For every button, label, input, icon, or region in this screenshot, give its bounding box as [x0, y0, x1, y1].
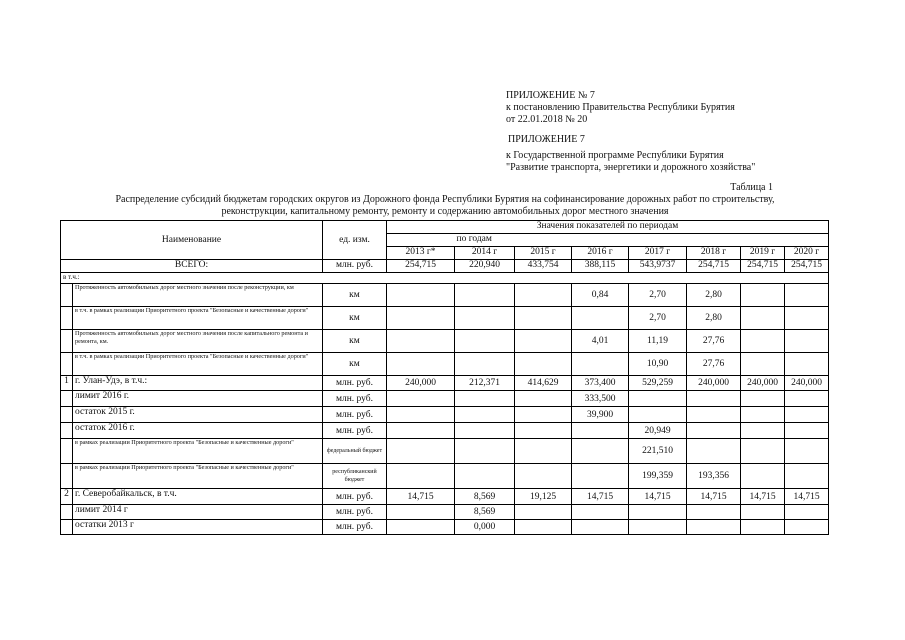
- row-value: 4,01: [572, 330, 629, 353]
- row-unit: млн. руб.: [323, 423, 387, 439]
- row-value: 2,80: [687, 307, 741, 330]
- row-value: 212,371: [455, 376, 515, 391]
- row-value: [455, 307, 515, 330]
- row-value: [785, 505, 829, 520]
- year-header: 2019 г: [741, 247, 785, 260]
- row-value: [741, 391, 785, 407]
- row-unit: республиканский бюджет: [323, 464, 387, 489]
- table-row: [61, 520, 829, 535]
- row-value: 221,510: [629, 439, 687, 464]
- table-row: [61, 307, 829, 330]
- table-row: [61, 353, 829, 376]
- row-value: [785, 307, 829, 330]
- row-value: 10,90: [629, 353, 687, 376]
- col-header-years: по годам: [455, 234, 829, 247]
- row-unit: федеральный бюджет: [323, 439, 387, 464]
- row-value: 529,259: [629, 376, 687, 391]
- row-value: 220,940: [455, 260, 515, 273]
- row-value: [387, 520, 455, 535]
- row-value: [629, 391, 687, 407]
- appendix-line: к постановлению Правительства Республики Бурятия: [506, 102, 735, 113]
- row-value: 11,19: [629, 330, 687, 353]
- table-row: [61, 505, 829, 520]
- row-unit: млн. руб.: [323, 391, 387, 407]
- row-value: [515, 284, 572, 307]
- row-value: 14,715: [741, 489, 785, 505]
- row-value: 19,125: [515, 489, 572, 505]
- row-value: 240,000: [687, 376, 741, 391]
- row-value: [741, 464, 785, 489]
- row-name: Протяженность автомобильных дорог местного значения после капитального ремонта и ремонта, км.: [73, 330, 323, 353]
- row-value: [741, 423, 785, 439]
- table-row: [61, 407, 829, 423]
- row-value: 240,000: [785, 376, 829, 391]
- row-value: [515, 520, 572, 535]
- row-value: [741, 330, 785, 353]
- row-value: [515, 307, 572, 330]
- row-value: 2,80: [687, 284, 741, 307]
- row-value: [785, 330, 829, 353]
- col-header-values: Значения показателей по периодам: [387, 221, 829, 234]
- row-name: остатки 2013 г: [73, 520, 323, 535]
- table-row: [61, 464, 829, 489]
- row-value: [515, 353, 572, 376]
- row-unit: млн. руб.: [323, 260, 387, 273]
- table-row: [61, 489, 829, 505]
- row-value: [387, 439, 455, 464]
- col-header-unit: ед. изм.: [323, 221, 387, 260]
- row-value: 373,400: [572, 376, 629, 391]
- title-line: реконструкции, капитальному ремонту, ремонту и содержанию автомобильных дорог местного значения: [221, 206, 669, 217]
- appendix-line: "Развитие транспорта, энергетики и дорожного хозяйства": [506, 162, 756, 173]
- row-value: 254,715: [785, 260, 829, 273]
- row-value: [515, 423, 572, 439]
- row-value: [387, 505, 455, 520]
- year-header: 2020 г: [785, 247, 829, 260]
- row-value: 0,84: [572, 284, 629, 307]
- row-unit: км: [323, 330, 387, 353]
- table-row: [61, 376, 829, 391]
- row-value: [455, 439, 515, 464]
- row-value: 0,000: [455, 520, 515, 535]
- row-name: в рамках реализации Приоритетного проекта "Безопасные и качественные дороги": [73, 464, 323, 489]
- row-value: [741, 284, 785, 307]
- row-unit: млн. руб.: [323, 505, 387, 520]
- row-value: [455, 330, 515, 353]
- table-row: [61, 284, 829, 307]
- row-value: 14,715: [572, 489, 629, 505]
- row-value: [572, 520, 629, 535]
- row-name: ВСЕГО:: [61, 260, 323, 273]
- row-unit: км: [323, 307, 387, 330]
- appendix-block-2: [508, 134, 585, 146]
- row-unit: млн. руб.: [323, 407, 387, 423]
- row-value: 20,949: [629, 423, 687, 439]
- row-name: г. Северобайкальск, в т.ч.: [73, 489, 323, 505]
- row-name: Протяженность автомобильных дорог местного значения после реконструкции, км: [73, 284, 323, 307]
- row-value: [785, 423, 829, 439]
- year-header: 2014 г: [455, 247, 515, 260]
- budget-table: [60, 220, 829, 535]
- col-header-name: Наименование: [61, 221, 323, 260]
- row-value: [741, 439, 785, 464]
- row-value: [387, 464, 455, 489]
- row-value: [785, 353, 829, 376]
- table-row: [61, 423, 829, 439]
- row-value: [741, 407, 785, 423]
- row-name: лимит 2016 г.: [73, 391, 323, 407]
- row-number: 2: [61, 489, 73, 505]
- row-value: 14,715: [785, 489, 829, 505]
- appendix-title: ПРИЛОЖЕНИЕ № 7: [506, 90, 595, 101]
- row-value: 14,715: [687, 489, 741, 505]
- row-value: [785, 284, 829, 307]
- row-value: 2,70: [629, 284, 687, 307]
- row-value: [387, 423, 455, 439]
- row-value: [572, 307, 629, 330]
- row-value: [455, 353, 515, 376]
- table-row: [61, 330, 829, 353]
- row-value: [741, 505, 785, 520]
- row-value: [629, 407, 687, 423]
- row-value: 193,356: [687, 464, 741, 489]
- row-value: 14,715: [387, 489, 455, 505]
- row-value: 8,569: [455, 505, 515, 520]
- row-value: 27,76: [687, 330, 741, 353]
- title-line: Распределение субсидий бюджетам городских округов из Дорожного фонда Республики Бурятия на софинансирование дорожных работ по строительству,: [115, 194, 775, 205]
- row-value: [572, 439, 629, 464]
- row-value: [387, 307, 455, 330]
- row-value: 254,715: [387, 260, 455, 273]
- row-value: [515, 439, 572, 464]
- row-name: в рамках реализации Приоритетного проекта "Безопасные и качественные дороги": [73, 439, 323, 464]
- row-value: 39,900: [572, 407, 629, 423]
- incl-label: в т.ч.:: [61, 273, 829, 284]
- row-value: [387, 284, 455, 307]
- table-number: Таблица 1: [730, 182, 773, 193]
- row-value: [387, 407, 455, 423]
- appendix-title: ПРИЛОЖЕНИЕ 7: [508, 134, 585, 145]
- row-value: 388,115: [572, 260, 629, 273]
- row-value: [629, 520, 687, 535]
- row-value: 333,500: [572, 391, 629, 407]
- row-value: 543,9737: [629, 260, 687, 273]
- table-row: [61, 391, 829, 407]
- year-header: 2016 г: [572, 247, 629, 260]
- year-header: 2018 г: [687, 247, 741, 260]
- row-value: [687, 439, 741, 464]
- row-value: [741, 353, 785, 376]
- row-name: г. Улан-Удэ, в т.ч.:: [73, 376, 323, 391]
- appendix-block-2-text: [506, 150, 755, 174]
- row-value: 14,715: [629, 489, 687, 505]
- row-value: [515, 330, 572, 353]
- row-value: [785, 407, 829, 423]
- row-value: 254,715: [741, 260, 785, 273]
- row-unit: млн. руб.: [323, 489, 387, 505]
- table-row: [61, 260, 829, 273]
- row-value: 414,629: [515, 376, 572, 391]
- row-name: остаток 2015 г.: [73, 407, 323, 423]
- row-value: [387, 391, 455, 407]
- year-header: 2013 г*: [387, 247, 455, 260]
- row-value: [687, 423, 741, 439]
- row-value: [455, 407, 515, 423]
- row-value: [785, 391, 829, 407]
- row-value: [455, 391, 515, 407]
- row-value: [515, 505, 572, 520]
- table-row: [61, 439, 829, 464]
- row-value: 27,76: [687, 353, 741, 376]
- year-header: 2017 г: [629, 247, 687, 260]
- row-value: [687, 520, 741, 535]
- row-value: [741, 307, 785, 330]
- row-value: [785, 464, 829, 489]
- row-value: [741, 520, 785, 535]
- row-value: [515, 407, 572, 423]
- row-unit: км: [323, 353, 387, 376]
- row-value: [455, 423, 515, 439]
- row-value: [629, 505, 687, 520]
- row-unit: км: [323, 284, 387, 307]
- appendix-line: к Государственной программе Республики Бурятия: [506, 150, 724, 161]
- appendix-date: от 22.01.2018 № 20: [506, 114, 588, 125]
- page-title: [60, 194, 830, 218]
- row-name: лимит 2014 г: [73, 505, 323, 520]
- row-value: [515, 391, 572, 407]
- row-value: [785, 520, 829, 535]
- row-number: 1: [61, 376, 73, 391]
- row-value: [387, 353, 455, 376]
- row-name: в т.ч. в рамках реализации Приоритетного проекта "Безопасные и качественные дороги": [73, 307, 323, 330]
- row-value: [455, 284, 515, 307]
- row-value: 8,569: [455, 489, 515, 505]
- row-unit: млн. руб.: [323, 376, 387, 391]
- row-value: [387, 330, 455, 353]
- row-name: в т.ч. в рамках реализации Приоритетного проекта "Безопасные и качественные дороги": [73, 353, 323, 376]
- row-value: 240,000: [387, 376, 455, 391]
- row-value: [687, 505, 741, 520]
- row-value: 254,715: [687, 260, 741, 273]
- row-value: [687, 407, 741, 423]
- row-value: 199,359: [629, 464, 687, 489]
- row-value: 2,70: [629, 307, 687, 330]
- row-value: [785, 439, 829, 464]
- appendix-block-1: [506, 90, 735, 126]
- row-value: [572, 353, 629, 376]
- row-value: [572, 505, 629, 520]
- row-value: [687, 391, 741, 407]
- row-value: 433,754: [515, 260, 572, 273]
- row-value: 240,000: [741, 376, 785, 391]
- row-value: [515, 464, 572, 489]
- row-value: [455, 464, 515, 489]
- row-value: [572, 423, 629, 439]
- row-unit: млн. руб.: [323, 520, 387, 535]
- row-name: остаток 2016 г.: [73, 423, 323, 439]
- year-header: 2015 г: [515, 247, 572, 260]
- row-value: [572, 464, 629, 489]
